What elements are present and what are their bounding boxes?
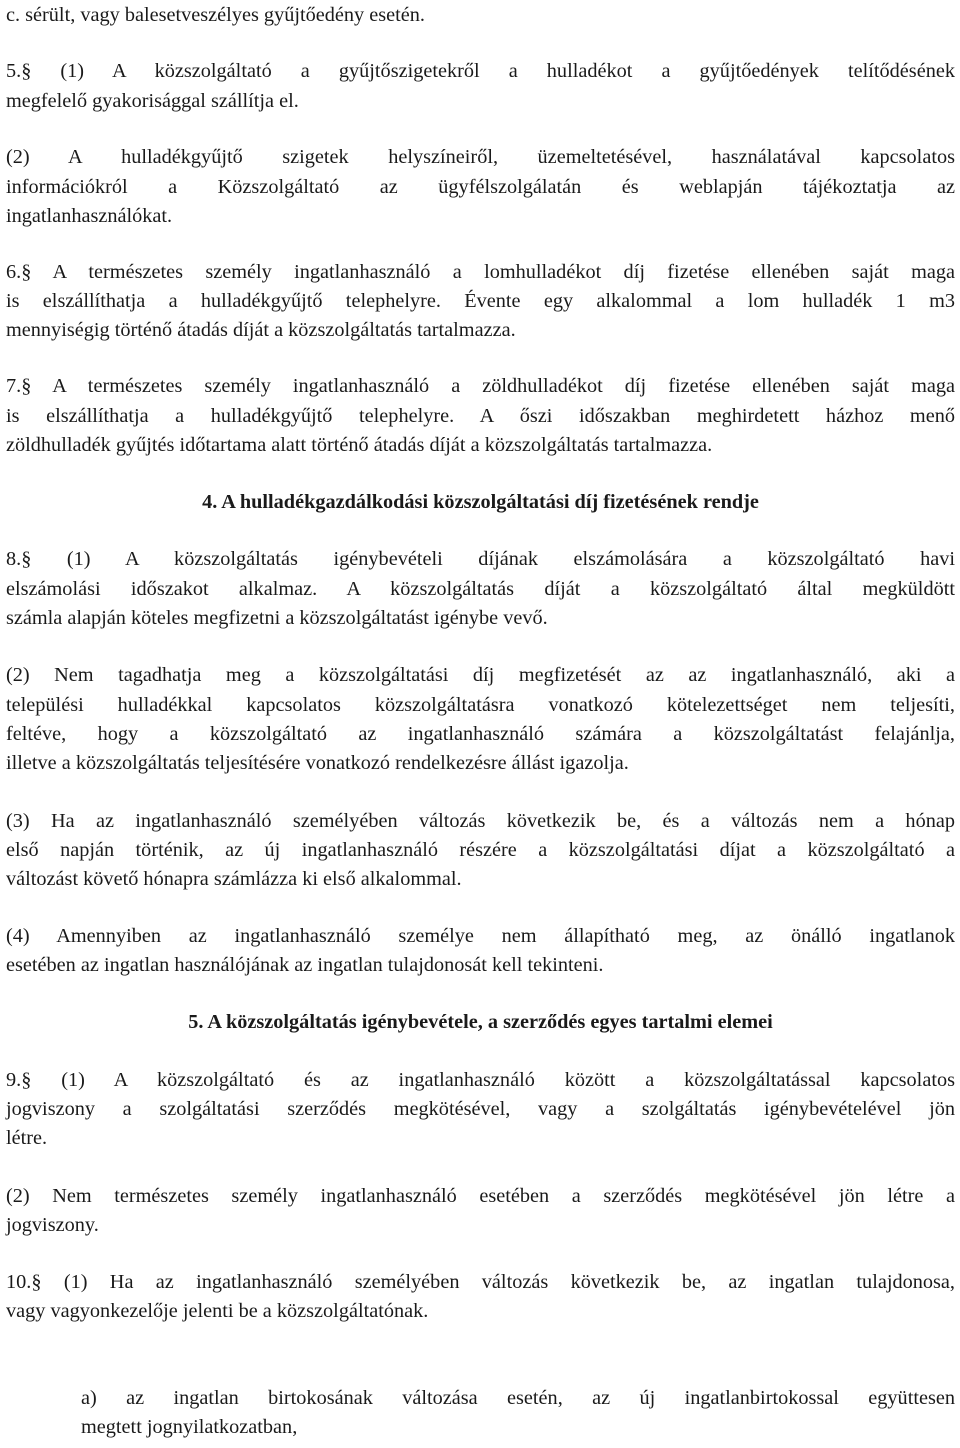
paragraph-8-4-line-2: esetében az ingatlan használójának az ingatlan tulajdonosát kell tekinteni. (6, 954, 604, 976)
paragraph-7-line-1: 7.§ A természetes személy ingatlanhasználó a zöldhulladékot díj fizetése ellenében saját maga (6, 375, 955, 397)
list-item-c: c. sérült, vagy balesetveszélyes gyűjtőedény esetén. (6, 4, 425, 26)
paragraph-8-2-line-2: települési hulladékkal kapcsolatos közszolgáltatásra vonatkozó kötelezettséget nem teljesíti, (6, 694, 955, 716)
paragraph-7-line-3: zöldhulladék gyűjtés időtartama alatt történő átadás díját a közszolgáltatás tartalmazza. (6, 434, 713, 456)
paragraph-10-1-line-1: 10.§ (1) Ha az ingatlanhasználó személyében változás következik be, az ingatlan tulajdonosa, (6, 1271, 955, 1293)
paragraph-8-1-line-3: számla alapján köteles megfizetni a közszolgáltatást igénybe vevő. (6, 607, 548, 629)
paragraph-6-line-2: is elszállíthatja a hulladékgyűjtő telephelyre. Évente egy alkalommal a lom hulladék 1 m3 (6, 290, 955, 312)
paragraph-8-4-line-1: (4) Amennyiben az ingatlanhasználó személye nem állapítható meg, az önálló ingatlanok (6, 925, 955, 947)
paragraph-8-1-line-1: 8.§ (1) A közszolgáltatás igénybevételi díjának elszámolására a közszolgáltató havi (6, 548, 955, 570)
paragraph-5-2-line-2: információkról a Közszolgáltató az ügyfélszolgálatán és weblapján tájékoztatja az (6, 176, 955, 198)
paragraph-6-line-3: mennyiségig történő átadás díját a közszolgáltatás tartalmazza. (6, 319, 516, 341)
paragraph-10-1-line-2: vagy vagyonkezelője jelenti be a közszolgáltatónak. (6, 1300, 429, 1322)
list-item-a-line-1: a) az ingatlan birtokosának változása esetén, az új ingatlanbirtokossal együttesen (81, 1387, 955, 1409)
paragraph-8-3-line-3: változást követő hónapra számlázza ki első alkalommal. (6, 868, 462, 890)
paragraph-8-2-line-3: feltéve, hogy a közszolgáltató az ingatlanhasználó számára a közszolgáltatást felajánlja, (6, 723, 955, 745)
paragraph-5-1-line-2: megfelelő gyakorisággal szállítja el. (6, 90, 299, 112)
paragraph-9-1-line-2: jogviszony a szolgáltatási szerződés megkötésével, vagy a szolgáltatás igénybevételével jön (6, 1098, 955, 1120)
paragraph-5-1-line-1: 5.§ (1) A közszolgáltató a gyűjtőszigetekről a hulladékot a gyűjtőedények telítődésének (6, 60, 955, 82)
paragraph-8-3-line-2: első napján történik, az új ingatlanhasználó részére a közszolgáltatási díjat a közszolgáltató a (6, 839, 955, 861)
paragraph-9-1-line-3: létre. (6, 1127, 48, 1149)
paragraph-5-2-line-1: (2) A hulladékgyűjtő szigetek helyszíneiről, üzemeltetésével, használatával kapcsolatos (6, 146, 955, 168)
paragraph-8-1-line-2: elszámolási időszakot alkalmaz. A közszolgáltatás díját a közszolgáltató által megküldött (6, 578, 955, 600)
paragraph-8-3-line-1: (3) Ha az ingatlanhasználó személyében változás következik be, és a változás nem a hónap (6, 810, 955, 832)
paragraph-7-line-2: is elszállíthatja a hulladékgyűjtő telephelyre. A őszi időszakban meghirdetett házhoz menő (6, 405, 955, 427)
paragraph-9-2-line-1: (2) Nem természetes személy ingatlanhasználó esetében a szerződés megkötésével jön létre a (6, 1185, 955, 1207)
paragraph-5-2-line-3: ingatlanhasználókat. (6, 205, 173, 227)
paragraph-9-2-line-2: jogviszony. (6, 1214, 99, 1236)
section-4-heading: 4. A hulladékgazdálkodási közszolgáltatási díj fizetésének rendje (202, 491, 759, 513)
paragraph-8-2-line-1: (2) Nem tagadhatja meg a közszolgáltatási díj megfizetését az az ingatlanhasználó, aki a (6, 664, 955, 686)
paragraph-8-2-line-4: illetve a közszolgáltatás teljesítésére vonatkozó rendelkezésre állást igazolja. (6, 752, 629, 774)
paragraph-6-line-1: 6.§ A természetes személy ingatlanhasználó a lomhulladékot díj fizetése ellenében saját maga (6, 261, 955, 283)
section-5-heading: 5. A közszolgáltatás igénybevétele, a szerződés egyes tartalmi elemei (188, 1011, 773, 1033)
list-item-a-line-2: megtett jognyilatkozatban, (81, 1416, 298, 1438)
paragraph-9-1-line-1: 9.§ (1) A közszolgáltató és az ingatlanhasználó között a közszolgáltatással kapcsolatos (6, 1069, 955, 1091)
